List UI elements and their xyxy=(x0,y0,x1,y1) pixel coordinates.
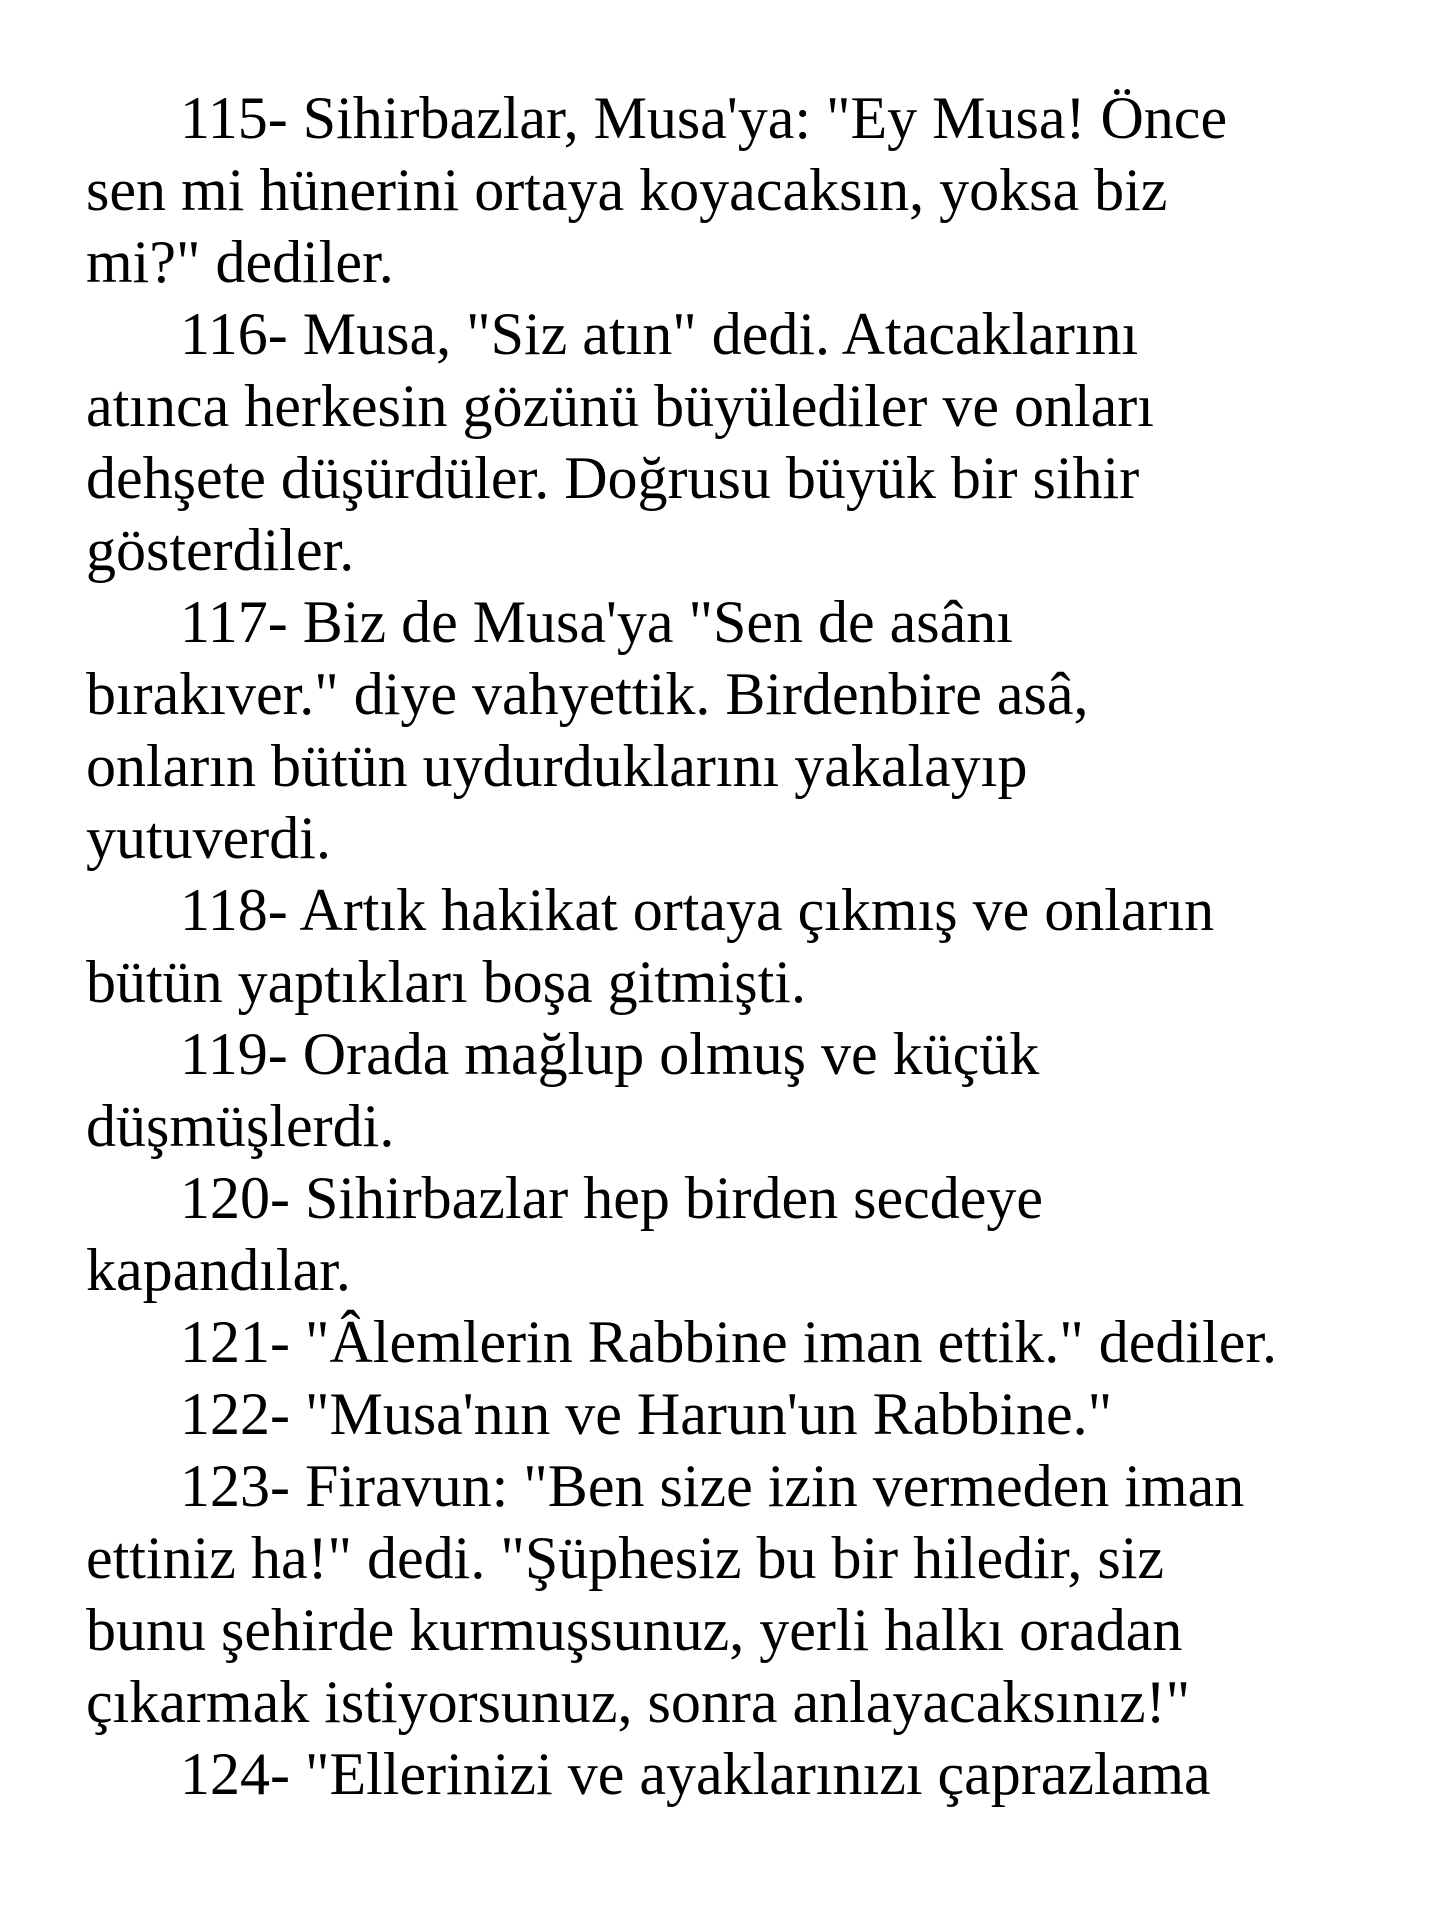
verse-119-line-2: düşmüşlerdi. xyxy=(86,1093,395,1159)
verse-123-line-1: 123- Firavun: "Ben size izin vermeden iman xyxy=(180,1453,1245,1519)
verse-115-line-3: mi?" dediler. xyxy=(86,229,394,295)
verse-123-line-3: bunu şehirde kurmuşsunuz, yerli halkı oradan xyxy=(86,1597,1183,1663)
verse-116-line-3: dehşete düşürdüler. Doğrusu büyük bir sihir xyxy=(86,445,1140,511)
verse-117-line-4: yutuverdi. xyxy=(86,805,331,871)
verse-123-line-4: çıkarmak istiyorsunuz, sonra anlayacaksınız!" xyxy=(86,1669,1191,1735)
verse-124-line-1: 124- "Ellerinizi ve ayaklarınızı çaprazlama xyxy=(180,1741,1211,1807)
verse-122-line-1: 122- "Musa'nın ve Harun'un Rabbine." xyxy=(180,1381,1113,1447)
verse-117-line-1: 117- Biz de Musa'ya "Sen de asânı xyxy=(180,589,1013,655)
verse-116-line-4: gösterdiler. xyxy=(86,517,355,583)
verse-120-line-2: kapandılar. xyxy=(86,1237,351,1303)
verse-117-line-3: onların bütün uydurduklarını yakalayıp xyxy=(86,733,1028,799)
verse-116-line-2: atınca herkesin gözünü büyülediler ve onları xyxy=(86,373,1154,439)
verse-119-line-1: 119- Orada mağlup olmuş ve küçük xyxy=(180,1021,1040,1087)
verse-116-line-1: 116- Musa, "Siz atın" dedi. Atacaklarını xyxy=(180,301,1139,367)
verse-121-line-1: 121- "Âlemlerin Rabbine iman ettik." dediler. xyxy=(180,1309,1278,1375)
verse-117-line-2: bırakıver." diye vahyettik. Birdenbire asâ, xyxy=(86,661,1089,727)
verse-123-line-2: ettiniz ha!" dedi. "Şüphesiz bu bir hiledir, siz xyxy=(86,1525,1165,1591)
verse-118-line-1: 118- Artık hakikat ortaya çıkmış ve onların xyxy=(180,877,1215,943)
verse-115-line-1: 115- Sihirbazlar, Musa'ya: "Ey Musa! Önce xyxy=(180,85,1228,151)
verse-115-line-2: sen mi hünerini ortaya koyacaksın, yoksa biz xyxy=(86,157,1168,223)
verse-120-line-1: 120- Sihirbazlar hep birden secdeye xyxy=(180,1165,1043,1231)
verse-118-line-2: bütün yaptıkları boşa gitmişti. xyxy=(86,949,806,1015)
